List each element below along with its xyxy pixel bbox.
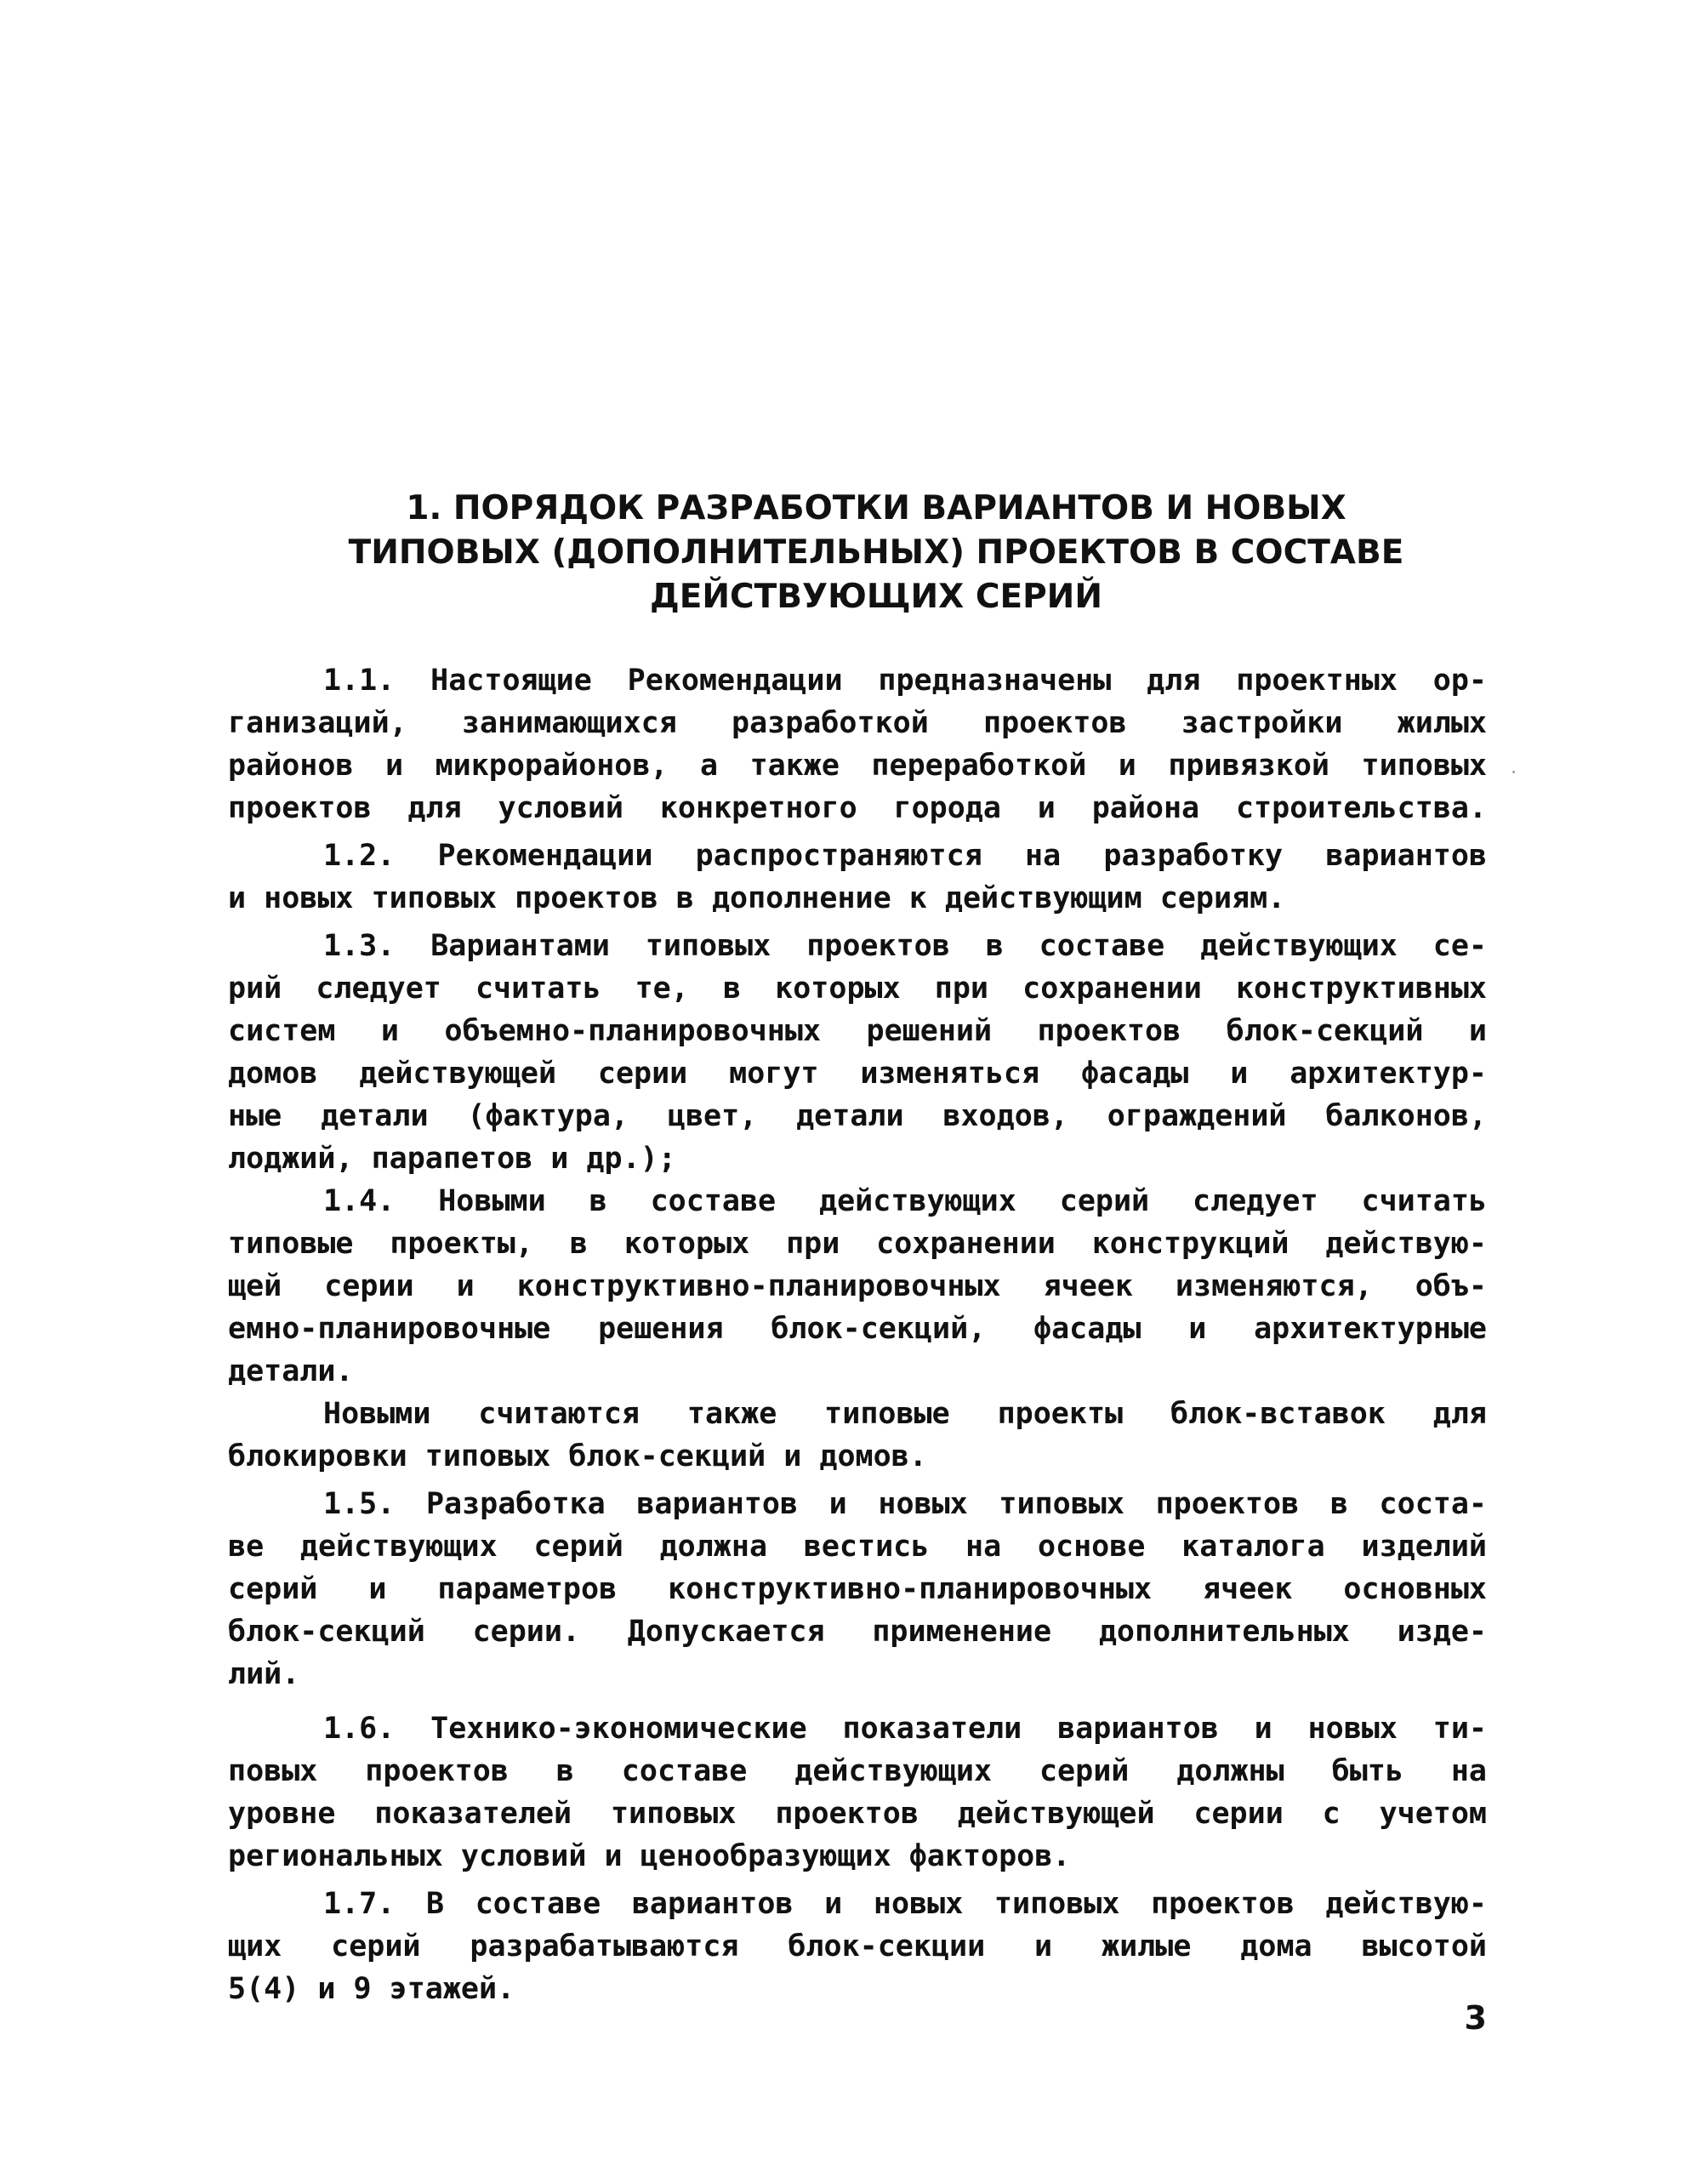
text-line: ганизаций, занимающихся разработкой проектов застройки жилых (228, 706, 1487, 740)
text-line: 1.1. Настоящие Рекомендации предназначены для проектных ор- (323, 664, 1487, 698)
paragraph-1-5 (228, 1483, 1487, 1696)
paragraph-1-1 (228, 659, 1487, 829)
text-line: 1.5. Разработка вариантов и новых типовых проектов в соста- (323, 1487, 1487, 1521)
text-line: 5(4) и 9 этажей. (228, 1972, 515, 2006)
page-number: 3 (1464, 1999, 1487, 2037)
text-line: 1.7. В составе вариантов и новых типовых проектов действую- (323, 1887, 1487, 1921)
paragraph-1-4 (228, 1180, 1487, 1393)
text-line: серий и параметров конструктивно-планировочных ячеек основных (228, 1572, 1487, 1606)
text-line: 1.2. Рекомендации распространяются на разработку вариантов (323, 839, 1487, 873)
text-line: домов действующей серии могут изменяться фасады и архитектур- (228, 1057, 1487, 1091)
text-line: районов и микрорайонов, а также переработкой и привязкой типовых (228, 749, 1487, 783)
text-line: блокировки типовых блок-секций и домов. (228, 1439, 927, 1473)
text-line: детали. (228, 1354, 354, 1388)
text-line: Новыми считаются также типовые проекты блок-вставок для (323, 1397, 1487, 1431)
text-line: региональных условий и ценообразующих факторов. (228, 1839, 1071, 1873)
paragraph-1-2 (228, 835, 1487, 920)
text-line: щей серии и конструктивно-планировочных ячеек изменяются, объ- (228, 1269, 1487, 1303)
text-line: проектов для условий конкретного города и района строительства. (228, 791, 1487, 825)
heading-line: ТИПОВЫХ (ДОПОЛНИТЕЛЬНЫХ) ПРОЕКТОВ В СОСТАВЕ (348, 533, 1404, 572)
text-line: 1.3. Вариантами типовых проектов в составе действующих се- (323, 929, 1487, 963)
text-line: рий следует считать те, в которых при сохранении конструктивных (228, 972, 1487, 1006)
paragraph-1-3 (228, 925, 1487, 1180)
text-line: 1.6. Технико-экономические показатели вариантов и новых ти- (323, 1712, 1487, 1746)
document-body (228, 659, 1487, 2010)
text-line: повых проектов в составе действующих серий должны быть на (228, 1754, 1487, 1788)
text-line: блок-секций серии. Допускается применение дополнительных изде- (228, 1615, 1487, 1649)
text-line: уровне показателей типовых проектов действующей серии с учетом (228, 1797, 1487, 1831)
text-line: лоджий, парапетов и др.); (228, 1142, 676, 1176)
text-line: щих серий разрабатываются блок-секции и жилые дома высотой (228, 1929, 1487, 1963)
scan-speck (1512, 771, 1515, 773)
heading-line: ДЕЙСТВУЮЩИХ СЕРИЙ (650, 578, 1102, 616)
text-line: ные детали (фактура, цвет, детали входов, ограждений балконов, (228, 1099, 1487, 1133)
section-heading (204, 487, 1548, 619)
text-line: лий. (228, 1657, 300, 1691)
heading-line: 1. ПОРЯДОК РАЗРАБОТКИ ВАРИАНТОВ И НОВЫХ (406, 489, 1346, 527)
text-line: и новых типовых проектов в дополнение к действующим сериям. (228, 881, 1286, 915)
paragraph-1-6 (228, 1707, 1487, 1878)
paragraph-1-4-continued (228, 1393, 1487, 1478)
text-line: ве действующих серий должна вестись на основе каталога изделий (228, 1530, 1487, 1564)
text-line: емно-планировочные решения блок-секций, фасады и архитектурные (228, 1312, 1487, 1346)
text-line: 1.4. Новыми в составе действующих серий следует считать (323, 1184, 1487, 1218)
text-line: типовые проекты, в которых при сохранении конструкций действую- (228, 1227, 1487, 1261)
paragraph-1-7 (228, 1883, 1487, 2010)
text-line: систем и объемно-планировочных решений проектов блок-секций и (228, 1014, 1487, 1048)
